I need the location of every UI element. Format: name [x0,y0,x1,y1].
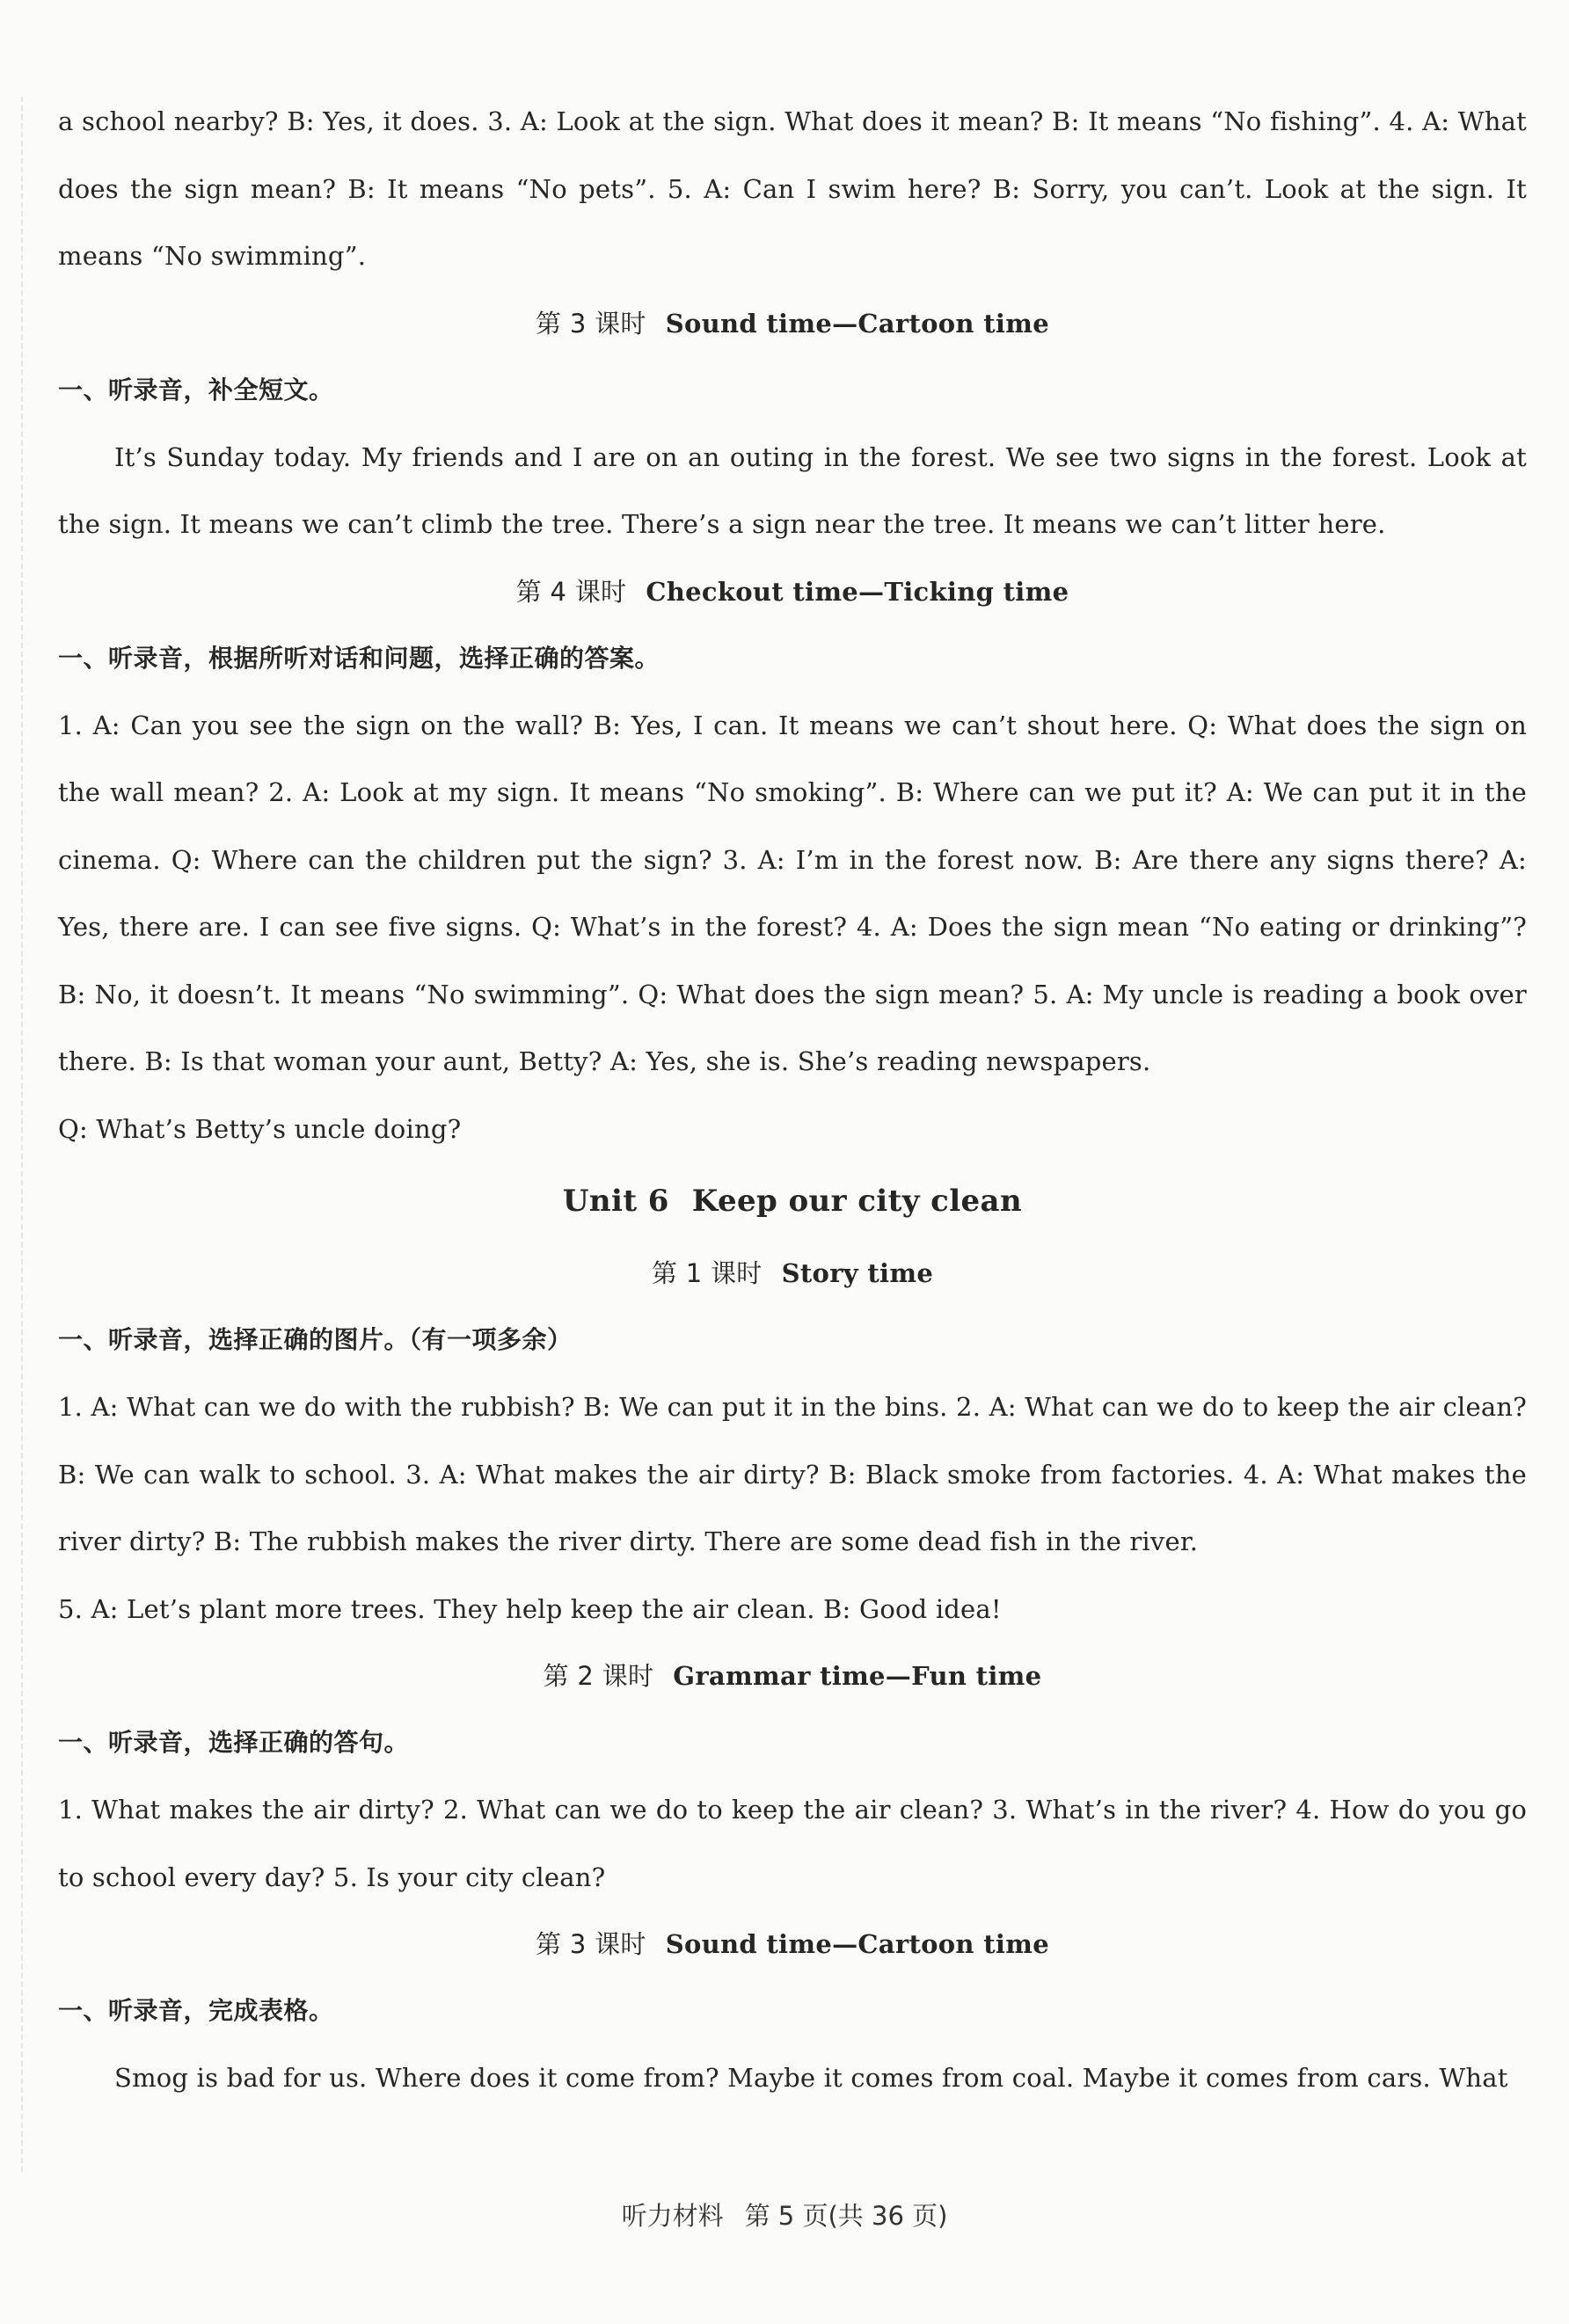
lesson-title-sound-time [58,290,1527,357]
dialogue-block: 1. A: Can you see the sign on the wall? B: Yes, I can. It means we can’t shout here. Q: What does the sign on the wall mean? 2. A: Look at my sign. It means “No smoking”. B: Where can we put it? A: We can put it in the cinema. Q: Where can the children put the sign? 3. A: I’m in the forest now. B: Are there any signs there? A: Yes, there are. I can see five signs. Q: What’s in the forest? 4. A: Does the sign mean “No eating or drinking”? B: No, it doesn’t. It means “No swimming”. Q: What does the sign mean? 5. A: My uncle is reading a book over there. B: Is that woman your aunt, Betty? A: Yes, she is. She’s reading newspapers. [58,710,1527,1076]
instruction: 一、听录音，选择正确的答句。 [58,1728,410,1757]
lesson-title-grammar-time [58,1643,1527,1709]
footer-label: 听力材料 [621,2201,724,2231]
lesson-number: 第 2 课时 [543,1661,654,1691]
lesson-number: 第 1 课时 [651,1258,763,1288]
question-list: 1. What makes the air dirty? 2. What can we do to keep the air clean? 3. What’s in the river? 4. How do you go to school every day? 5. Is your city clean? [58,1795,1527,1892]
lesson-number: 第 4 课时 [515,576,627,607]
page-footer [0,2197,1569,2233]
lesson-number: 第 3 课时 [536,308,646,339]
lesson-title-checkout-time [58,558,1527,625]
passage: It’s Sunday today. My friends and I are on an outing in the forest. We see two signs in the forest. Look at the sign. It means we can’t climb the tree. There’s a sign near the tree. It means we can’t litter here. [58,441,1527,539]
page-number: 第 5 页(共 36 页) [744,2201,948,2231]
page-content [58,88,1527,2112]
dialogue-block: 1. A: What can we do with the rubbish? B: We can put it in the bins. 2. A: What can we do to keep the air clean? B: We can walk to school. 3. A: What makes the air dirty? B: Black smoke from factories. 4. A: What makes the river dirty? B: The rubbish makes the river dirty. There are some dead fish in the river. [58,1392,1527,1556]
lesson-number: 第 3 课时 [536,1929,646,1959]
lesson-name: Sound time—Cartoon time [665,308,1049,339]
instruction: 一、听录音，选择正确的图片。（有一项多余） [58,1325,573,1354]
dialogue-question: Q: What’s Betty’s uncle doing? [58,1113,462,1144]
lesson-name: Story time [781,1258,934,1288]
instruction: 一、听录音，根据所听对话和问题，选择正确的答案。 [58,643,660,673]
lesson-title-cartoon-time [58,1911,1527,1978]
passage: Smog is bad for us. Where does it come from? Maybe it comes from coal. Maybe it comes from cars. What [114,2063,1508,2093]
instruction: 一、听录音，补全短文。 [58,375,334,404]
lesson-name: Sound time—Cartoon time [665,1929,1049,1959]
lesson-name: Grammar time—Fun time [673,1661,1042,1691]
dialogue-last: 5. A: Let’s plant more trees. They help keep the air clean. B: Good idea! [58,1593,1002,1624]
continued-dialogue: a school nearby? B: Yes, it does. 3. A: Look at the sign. What does it mean? B: It means “No fishing”. 4. A: What does the sign mean? B: It means “No pets”. 5. A: Can I swim here? B: Sorry, you can’t. Look at the sign. It means “No swimming”. [58,106,1527,271]
margin-rule [21,97,23,2172]
lesson-title-story-time [58,1240,1527,1307]
unit-title [58,1162,1527,1240]
unit-number: Unit 6 [562,1184,669,1219]
unit-name: Keep our city clean [691,1184,1023,1219]
lesson-name: Checkout time—Ticking time [646,576,1069,607]
instruction: 一、听录音，完成表格。 [58,1996,334,2025]
